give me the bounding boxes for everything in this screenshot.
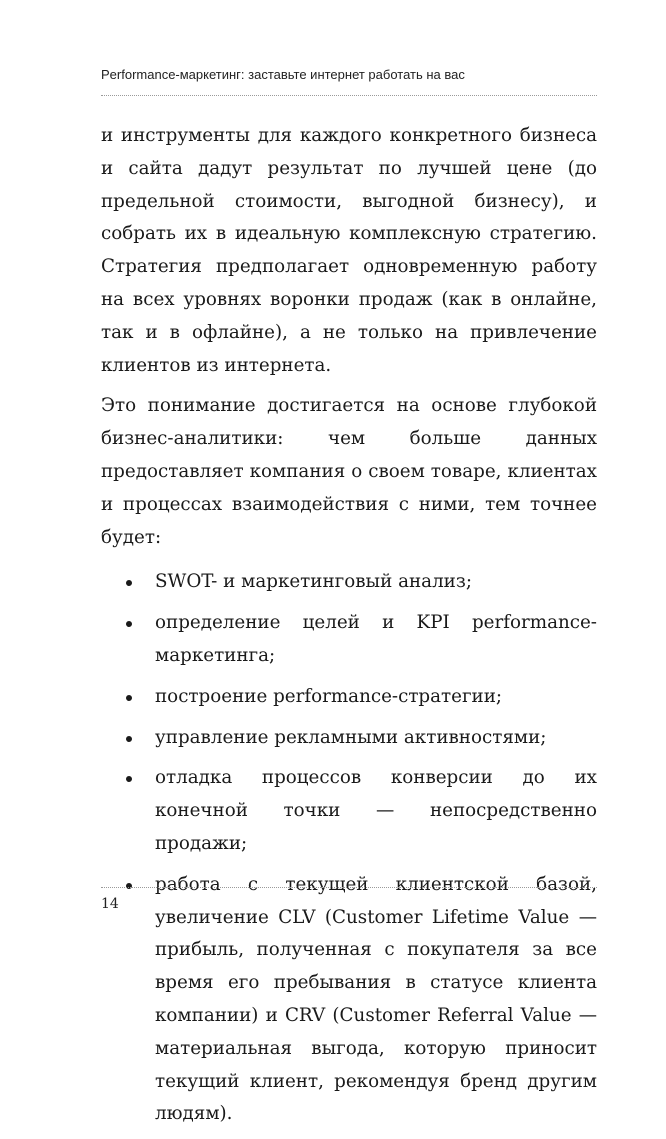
paragraph: Это понимание достигается на основе глубокой бизнес-аналитики: чем больше данных предоставляет компания о своем товаре, клиентах и процессах взаимодействия с ними, тем точнее будет: [101,395,597,548]
bullet-icon [126,621,132,627]
bullet-text: определение целей и KPI performance-маркетинга; [155,612,597,666]
bullet-text: отладка процессов конверсии до их конечной точки — непосредственно продажи; [155,767,597,854]
bullet-item [101,869,597,1131]
bullet-text: построение performance-стратегии; [155,685,503,707]
body-text [101,120,597,1139]
bullet-item [101,566,597,599]
bullet-item [101,607,597,673]
footer-divider [101,887,597,888]
bullet-icon [126,580,132,586]
bullet-text: работа с текущей клиентской базой, увеличение CLV (Customer Lifetime Value — прибыль, полученная с покупателя за все время его пребывания в статусе клиента компании) и CRV (Customer Referral Value — материальная выгода, которую приносит текущий клиент, рекомендуя бренд другим людям). [155,873,597,1125]
bullet-list [101,566,597,1131]
paragraph: и инструменты для каждого конкретного бизнеса и сайта дадут результат по лучшей цене (до предельной стоимости, выгодной бизнесу), и собрать их в идеальную комплексную стратегию. Стратегия предполагает одновременную работу на всех уровнях воронки продаж (как в онлайне, так и в офлайне), а не только на привлечение клиентов из интернета. [101,125,597,376]
running-head: Performance-маркетинг: заставьте интернет работать на вас [101,67,465,82]
bullet-icon [126,695,132,701]
header-divider [101,95,597,96]
bullet-text: управление рекламными активностями; [155,726,547,748]
bullet-item [101,681,597,714]
page-number: 14 [101,896,119,912]
bullet-icon [126,736,132,742]
bullet-item [101,762,597,860]
bullet-item [101,722,597,755]
bullet-text: SWOT- и маркетинговый анализ; [155,571,473,593]
bullet-icon [126,776,132,782]
